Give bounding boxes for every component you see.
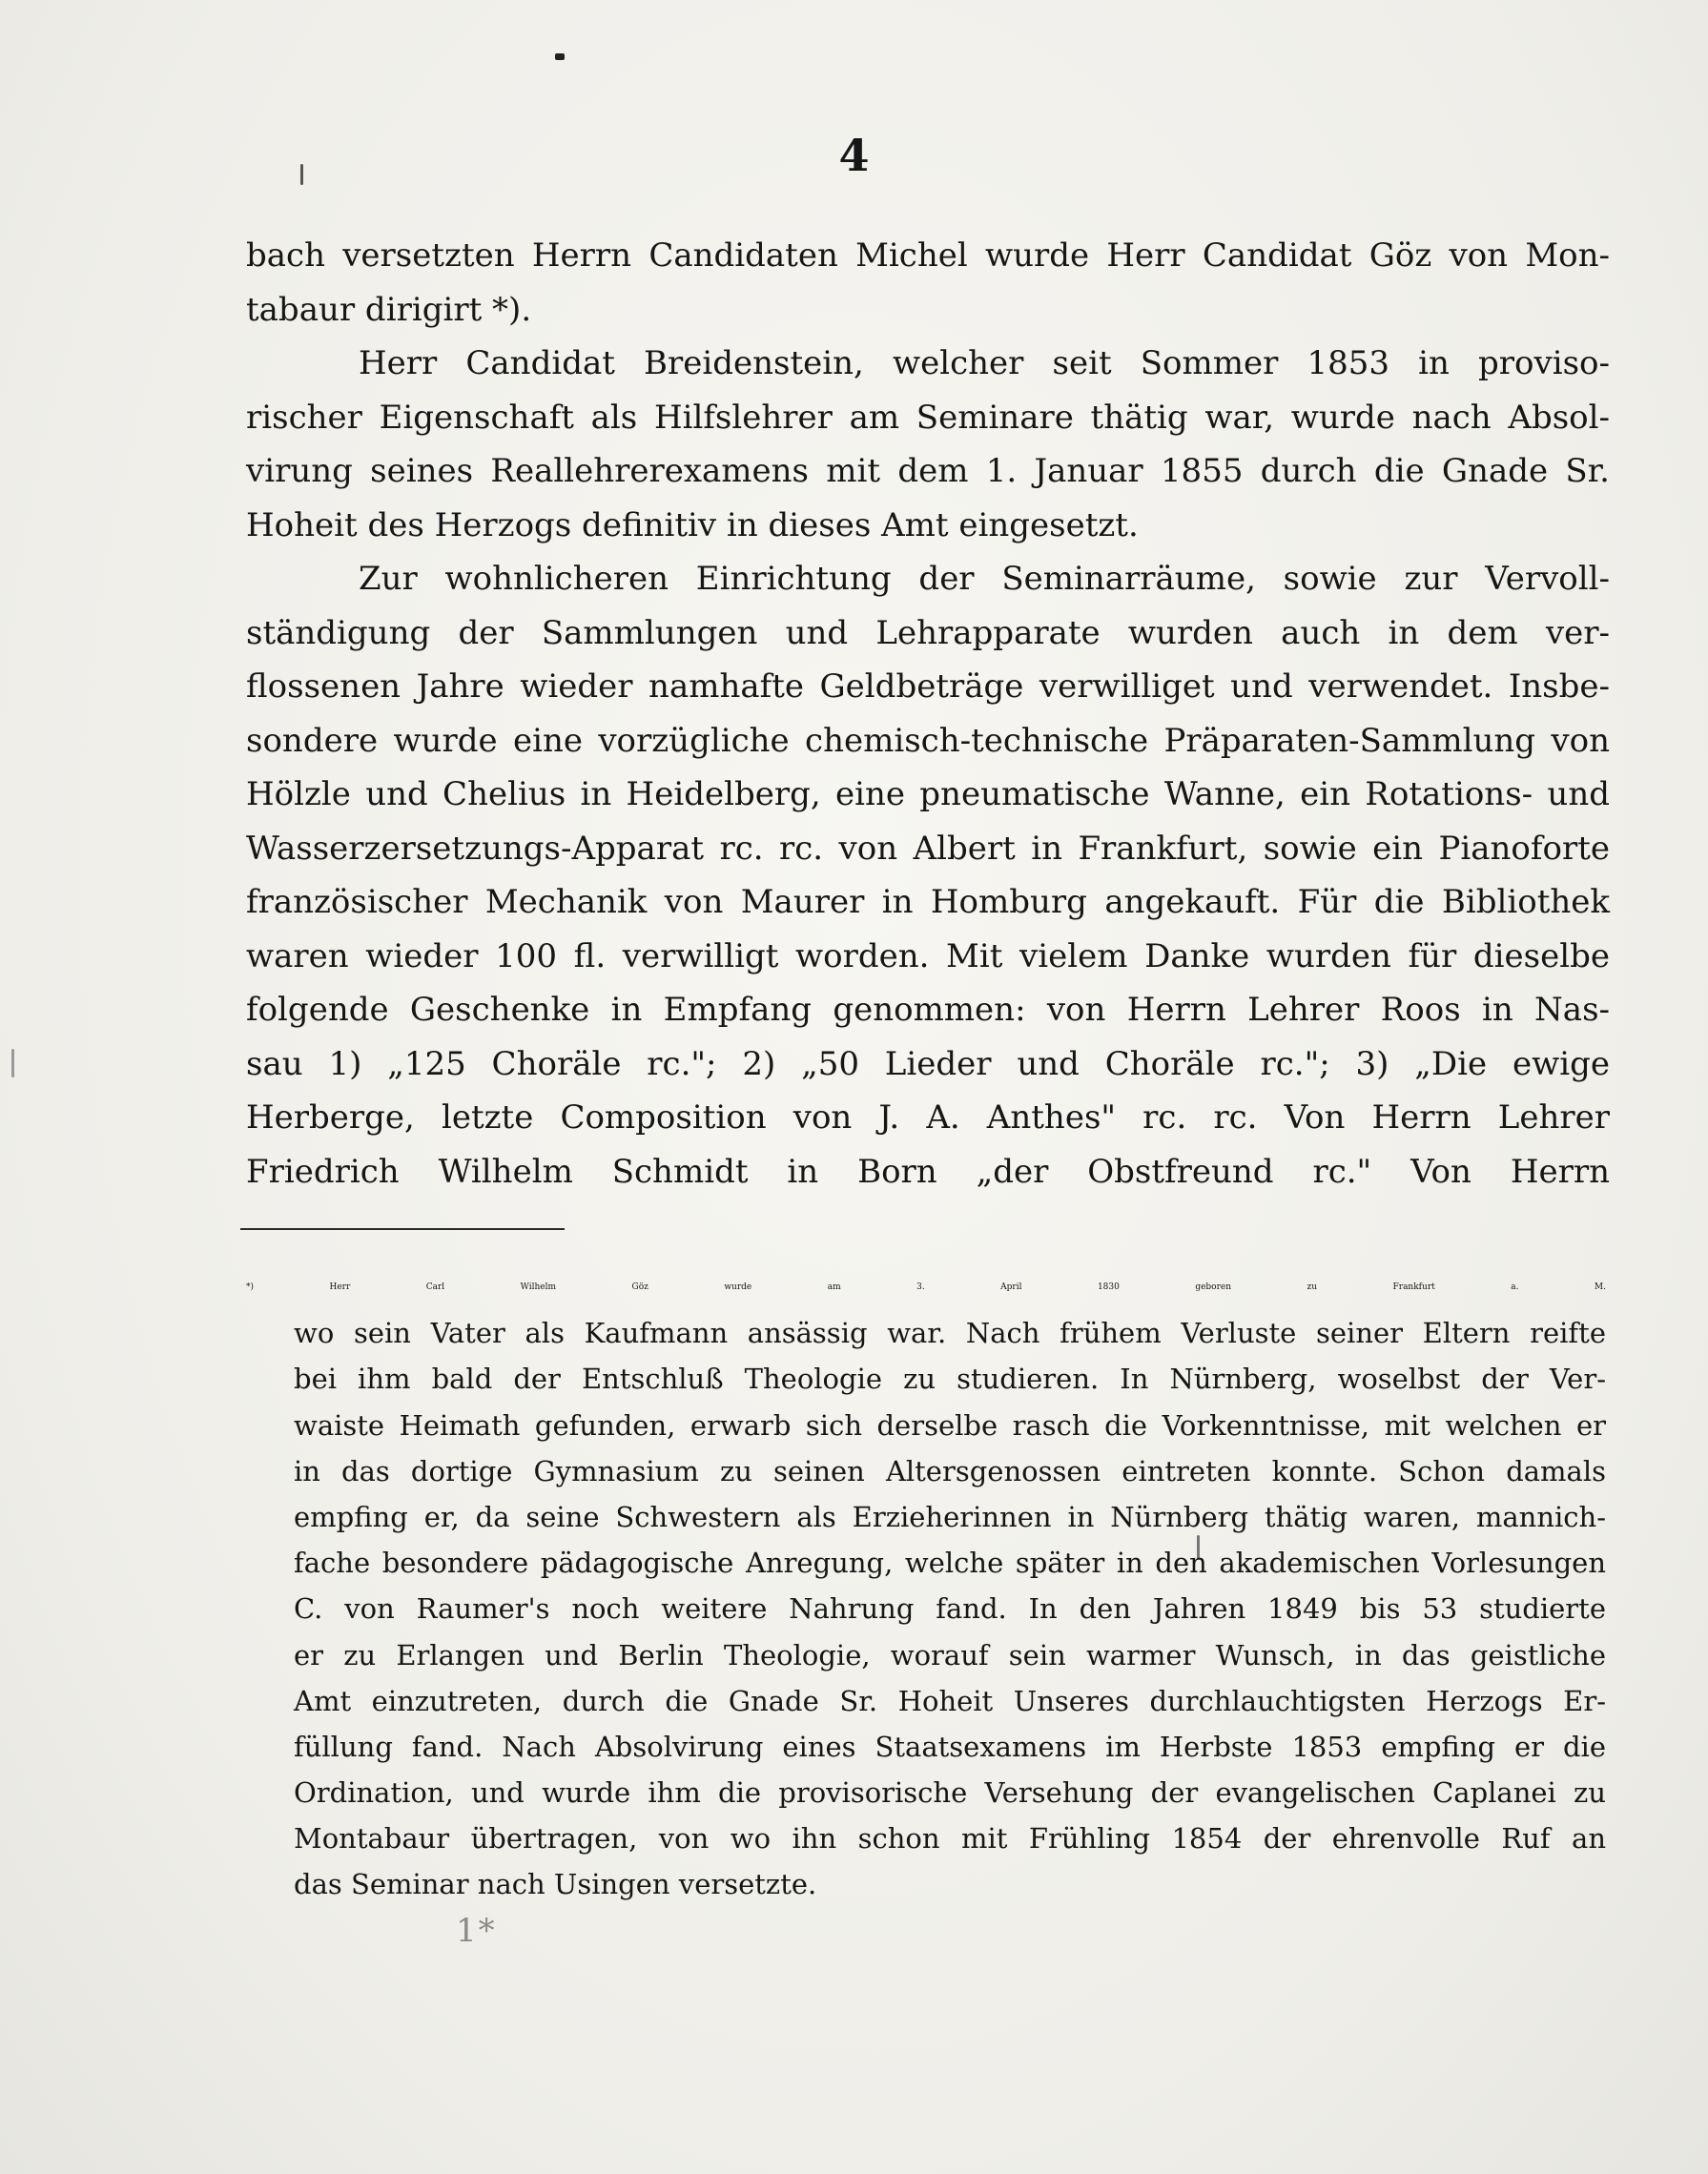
text-line: französischer Mechanik von Maurer in Homburg angekauft. Für die Bibliothek: [246, 883, 1610, 921]
footnote-divider: [240, 1228, 565, 1230]
text-line: Zur wohnlicheren Einrichtung der Seminarräume, sowie zur Vervoll-: [359, 560, 1610, 598]
footnote-line: Ordination, und wurde ihm die provisorische Versehung der evangelischen Caplanei zu: [294, 1776, 1606, 1810]
page-number: 4: [838, 130, 870, 181]
footnote-line: füllung fand. Nach Absolvirung eines Staatsexamens im Herbste 1853 empfing er die: [294, 1730, 1606, 1763]
text-line: tabaur dirigirt *).: [246, 290, 532, 329]
footnote-line: in das dortige Gymnasium zu seinen Altersgenossen eintreten konnte. Schon damals: [294, 1454, 1606, 1487]
ink-speck: [555, 53, 565, 60]
text-line: bach versetzten Herrn Candidaten Michel wurde Herr Candidat Göz von Mon-: [246, 236, 1610, 275]
footnote-line: das Seminar nach Usingen versetzte.: [294, 1868, 817, 1901]
text-line: rischer Eigenschaft als Hilfslehrer am Seminare thätig war, wurde nach Absol-: [246, 398, 1610, 437]
text-line: waren wieder 100 fl. verwilligt worden. Mit vielem Danke wurden für dieselbe: [246, 936, 1610, 975]
text-line: Hoheit des Herzogs definitiv in dieses Amt eingesetzt.: [246, 505, 1139, 544]
text-line: ständigung der Sammlungen und Lehrapparate wurden auch in dem ver-: [246, 613, 1610, 652]
footnote-line: waiste Heimath gefunden, erwarb sich derselbe rasch die Vorkenntnisse, mit welchen er: [294, 1408, 1606, 1442]
main-text: [246, 229, 1610, 1199]
ink-speck: [11, 1049, 14, 1077]
footnote-line: C. von Raumer's noch weitere Nahrung fand. In den Jahren 1849 bis 53 studierte: [294, 1592, 1606, 1626]
footnote-line: er zu Erlangen und Berlin Theologie, worauf sein warmer Wunsch, in das geistliche: [294, 1638, 1606, 1672]
text-line: folgende Geschenke in Empfang genommen: von Herrn Lehrer Roos in Nas-: [246, 991, 1610, 1029]
footnote: [246, 1264, 1606, 1908]
text-line: Wasserzersetzungs-Apparat rc. rc. von Albert in Frankfurt, sowie ein Pianoforte: [246, 829, 1610, 868]
text-line: Hölzle und Chelius in Heidelberg, eine pneumatische Wanne, ein Rotations- und: [246, 775, 1610, 813]
text-line: flossenen Jahre wieder namhafte Geldbeträge verwilliget und verwendet. Insbe-: [246, 667, 1610, 706]
text-line: sau 1) „125 Choräle rc."; 2) „50 Lieder und Choräle rc."; 3) „Die ewige: [246, 1044, 1610, 1083]
text-line: Herberge, letzte Composition von J. A. Anthes" rc. rc. Von Herrn Lehrer: [246, 1098, 1610, 1137]
footnote-line: fache besondere pädagogische Anregung, welche später in den akademischen Vorlesungen: [294, 1547, 1606, 1580]
footnote-line: Amt einzutreten, durch die Gnade Sr. Hoheit Unseres durchlauchtigsten Herzogs Er-: [294, 1684, 1606, 1717]
text-line: virung seines Reallehrerexamens mit dem 1. Januar 1855 durch die Gnade Sr.: [246, 452, 1610, 490]
footnote-line: *) Herr Carl Wilhelm Göz wurde am 3. April 1830 geboren zu Frankfurt a. M.: [246, 1282, 1606, 1292]
footnote-line: wo sein Vater als Kaufmann ansässig war. Nach frühem Verluste seiner Eltern reifte: [294, 1317, 1606, 1350]
signature-mark: 1*: [456, 1912, 497, 1950]
footnote-line: Montabaur übertragen, von wo ihn schon mit Frühling 1854 der ehrenvolle Ruf an: [294, 1822, 1606, 1856]
text-line: sondere wurde eine vorzügliche chemisch-technische Präparaten-Sammlung von: [246, 721, 1610, 760]
footnote-line: empfing er, da seine Schwestern als Erzieherinnen in Nürnberg thätig waren, mannich-: [294, 1500, 1606, 1533]
text-line: Herr Candidat Breidenstein, welcher seit Sommer 1853 in proviso-: [359, 344, 1610, 382]
footnote-line: bei ihm bald der Entschluß Theologie zu studieren. In Nürnberg, woselbst der Ver-: [294, 1363, 1606, 1396]
text-line: Friedrich Wilhelm Schmidt in Born „der Obstfreund rc." Von Herrn: [246, 1152, 1610, 1191]
